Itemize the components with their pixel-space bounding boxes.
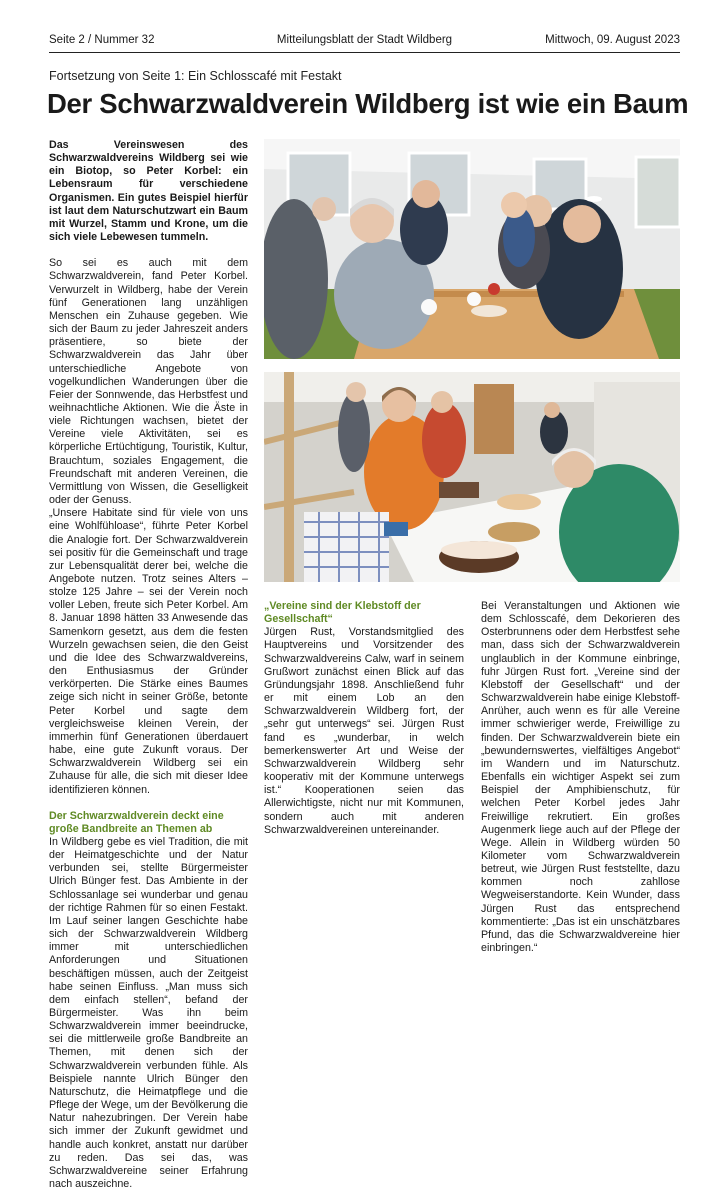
article-paragraph: In Wildberg gebe es viel Tradition, die mit der Heimatgeschichte und der Natur verbunden sei, stellte Bürgermeister Ulrich Bünger fest. Das Ambiente in der Schlossanlage sei wunderbar und genau der richtige Rahmen für so einen Festakt. Im Lauf seiner langen Geschichte habe sich der Schwarzwaldverein Wildberg immer mit unterschiedlichen Anforderungen und Situationen beschäftigen müssen, auch der Zeitgeist habe seinen Einfluss. „Man muss sich dem einfach stellen“, befand der Bürgermeister. Was ihn beim Schwarzwaldverein immer beeindrucke, sei die mittlerweile große Bandbreite an Themen, mit denen sich der Schwarzwaldverein verbunden fühle. Als Beispiele nannte Ulrich Bünger den Naturschutz, die Heimatpflege und die Pflege der Wege, um der Bevölkerung die Natur nahezubringen. Der Verein habe sich immer der Zukunft gewidmet und handle auch konkret, anstatt nur darüber zu reden. Das sei das, was Schwarzwaldvereine seiner Erfahrung nach auszeichne. <box>49 835 248 1191</box>
article-subheading: „Vereine sind der Klebstoff der Gesellschaft“ <box>264 600 421 626</box>
article-column-3 <box>481 600 680 955</box>
header-divider <box>49 52 680 53</box>
article-paragraph: Jürgen Rust, Vorstandsmitglied des Hauptvereins und Vorsitzender des Schwarzwaldvereins Calw, warf in seinem Grußwort zunächst einen Blick auf das Gründungsjahr 1898. Anschließend fuhr er mit einem Lob an den Schwarzwaldverein Wildberg fort, der „sehr gut unterwegs“ sei. Jürgen Rust fand es „wunderbar, in welch bemerkenswerter Art und Weise der Schwarzwaldverein Wildberg sehr kooperativ mit der Kommune unterwegs ist.“ Kooperationen seien das Allerwichtigste, nicht nur mit Kommunen, sondern auch mit anderen Schwarzwaldvereinen untereinander. <box>264 626 464 836</box>
page-number: Seite 2 / Nummer 32 <box>49 34 155 46</box>
article-subheading: Der Schwarzwaldverein deckt eine große Bandbreite an Themen ab <box>49 809 224 835</box>
issue-date: Mittwoch, 09. August 2023 <box>545 34 680 46</box>
article-lead: Das Vereinswesen des Schwarzwaldvereins Wildberg sei wie ein Biotop, so Peter Korbel: ein Lebensraum für verschiedene Organismen. Ein gutes Beispiel hierfür ist laut dem Naturschutzwart ein Baum mit Wurzel, Stamm und Krone, um die sich viele Lebewesen tummeln. <box>49 139 248 244</box>
photo-cake-buffet <box>264 372 680 582</box>
article-column-1 <box>49 139 248 1191</box>
article-paragraph: „Unsere Habitate sind für viele von uns eine Wohlfühloase“, führte Peter Korbel die Analogie fort. Der Schwarzwaldverein sei positiv für die Gemeinschaft und trage zur Lebensqualität derer bei, welche die Angebote nutzen. Trotz seines Alters – stolze 125 Jahre – sei der Verein noch voller Leben, freute sich Peter Korbel. Am 8. Januar 1898 hätten 33 Anwesende das Samenkorn gesetzt, aus dem die festen Wurzeln gewachsen seien, die den Geist und die Idee des Schwarzwaldvereins, den Enthusiasmus der Gründer verkörperten. Die Stärke eines Baumes zeige sich nicht in seiner Größe, betonte Peter Korbel und sagte dem vergleichsweise kleinen Verein, der immerhin fünf Generationen überdauert habe, eine gute Zukunft voraus. Der Schwarzwaldverein Wildberg sei ein Zuhause für alle, die sich mit dieser Idee identifizieren können. <box>49 507 248 796</box>
article-paragraph: Bei Veranstaltungen und Aktionen wie dem Schlosscafé, dem Dekorieren des Osterbrunnens oder dem Herbstfest sehe man, dass sich der Schwarzwaldverein unglaublich in der Kommune einbringe, fuhr Jürgen Rust fort. „Vereine sind der Klebstoff der Gesellschaft“ und der Schwarzwaldverein habe einige Klebstoff-Anrüher, auch wenn es für alle Vereine immer schwieriger werde, Freiwillige zu finden. Der Schwarzwaldverein biete ein „bewundernswertes, vielfältiges Angebot“ im Wandern und im Naturschutz. Ebenfalls ein wichtiger Aspekt sei zum Beispiel der Amphibienschutz, für welchen Peter Korbel jedes Jahr Freiwillige rekrutiert. Ein großes Augenmerk liege auch auf der Pflege der Wege. Allein in Wildberg würden 50 Kilometer vom Schwarzwaldverein betreut, wie Jürgen Rust feststellte, dazu kommen noch zahllose Wegweiserstandorte. Kein Wunder, dass Jürgen Rust das entsprechend kommentierte: „Das ist ein unschätzbares Pfund, das die Schwarzwaldvereine hier einbringen.“ <box>481 600 680 955</box>
page-header <box>49 34 680 48</box>
article-kicker: Fortsetzung von Seite 1: Ein Schlosscafé mit Festakt <box>49 69 342 83</box>
article-column-2 <box>264 600 464 837</box>
photo-guests-at-table <box>264 139 680 359</box>
article-headline: Der Schwarzwaldverein Wildberg ist wie ein Baum <box>47 88 689 119</box>
article-paragraph: So sei es auch mit dem Schwarzwaldverein, fand Peter Korbel. Verwurzelt in Wildberg, habe der Verein fünf Generationen lang unzähligen Menschen ein Zuhause gegeben. Wie sich der Baum zu jeder Jahreszeit anders präsentiere, so biete der Schwarzwaldverein das Jahr über unterschiedliche Angebote von vogelkundlichen Wanderungen über die Feier der Sonnwende, das Herbstfest und weihnachtliche Aktionen. Wie die Äste in viele Richtungen wachsen, bietet der Vereine viele Aktivitäten, sei es körperliche Ertüchtigung, Touristik, Kultur, Brauchtum, soziales Engagement, die Freundschaft mit anderen Vereinen, die Vermittlung von Wissen, die Geselligkeit oder der Genuss. <box>49 257 248 507</box>
publication-title: Mitteilungsblatt der Stadt Wildberg <box>276 34 453 46</box>
